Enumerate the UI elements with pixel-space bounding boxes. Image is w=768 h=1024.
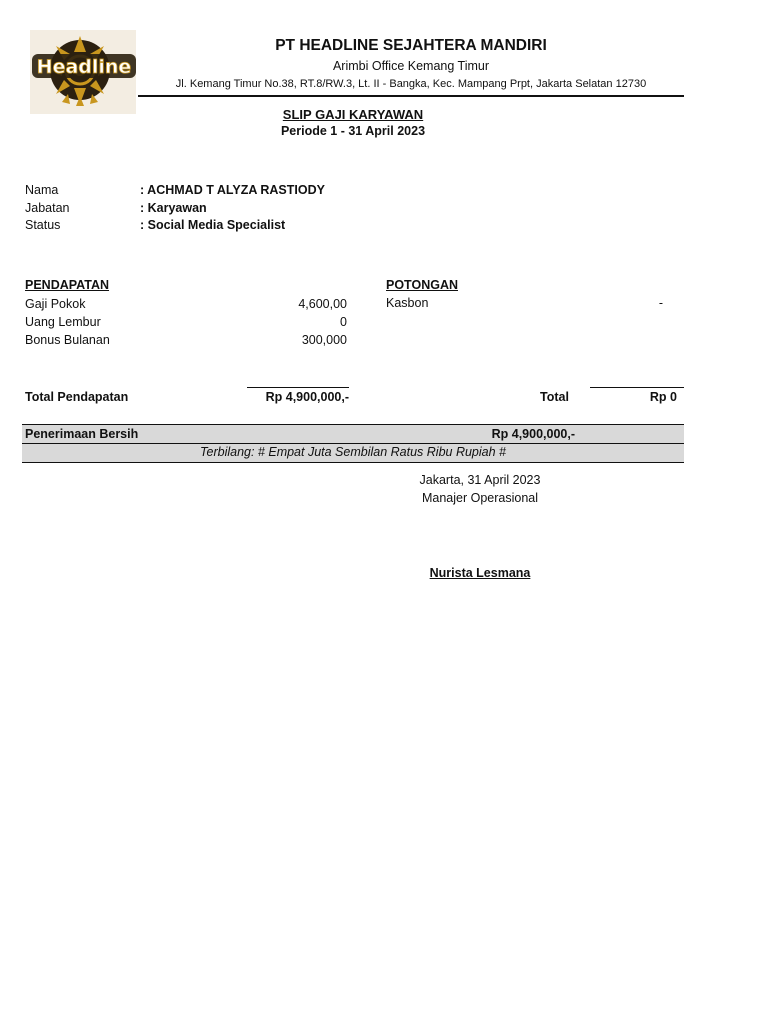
logo-wordmark: Headline: [36, 56, 132, 78]
employee-status-value: : Social Media Specialist: [140, 218, 286, 232]
slip-period: Periode 1 - 31 April 2023: [280, 124, 426, 138]
employee-name-label: Nama: [25, 183, 59, 197]
deduction-item-value: -: [658, 296, 663, 310]
employee-status-label: Status: [25, 218, 61, 232]
company-address: Jl. Kemang Timur No.38, RT.8/RW.3, Lt. II - Bangka, Kec. Mampang Prpt, Jakarta Selatan 12730: [175, 78, 647, 90]
net-pay-label: Penerimaan Bersih: [25, 427, 139, 441]
net-pay-words-row: [22, 443, 684, 463]
deduction-item-label: Kasbon: [386, 296, 429, 310]
deductions-heading: POTONGAN: [386, 278, 458, 292]
income-total-value: Rp 4,900,000,-: [265, 390, 349, 404]
company-name: PT HEADLINE SEJAHTERA MANDIRI: [275, 37, 547, 54]
income-item-value: 4,600,00: [298, 297, 347, 311]
income-item-label: Bonus Bulanan: [25, 333, 110, 347]
income-item-label: Uang Lembur: [25, 315, 101, 329]
employee-position-label: Jabatan: [25, 201, 70, 215]
deduction-total-value: Rp 0: [649, 390, 677, 404]
signature-name: Nurista Lesmana: [429, 566, 531, 580]
signature-role: Manajer Operasional: [421, 491, 539, 505]
company-logo: [30, 30, 136, 114]
slip-title: SLIP GAJI KARYAWAN: [282, 107, 424, 122]
income-item-value: 0: [340, 315, 347, 329]
deduction-total-label: Total: [540, 390, 569, 404]
header-divider: [138, 95, 684, 97]
income-item-value: 300,000: [301, 333, 347, 347]
net-pay-in-words: Terbilang: # Empat Juta Sembilan Ratus Ribu Rupiah #: [200, 445, 506, 459]
employee-name-value: : ACHMAD T ALYZA RASTIODY: [140, 183, 325, 197]
office-name: Arimbi Office Kemang Timur: [332, 59, 490, 73]
signature-place-date: Jakarta, 31 April 2023: [419, 473, 541, 487]
net-pay-value: Rp 4,900,000,-: [491, 427, 575, 441]
deduction-total-rule: [590, 387, 684, 388]
income-heading: PENDAPATAN: [25, 278, 110, 292]
income-item-label: Gaji Pokok: [25, 297, 86, 311]
logo-emblem-icon: [30, 30, 136, 114]
employee-position-value: : Karyawan: [140, 201, 207, 215]
income-total-label: Total Pendapatan: [25, 390, 129, 404]
net-pay-row: [22, 424, 684, 444]
income-total-rule: [247, 387, 349, 388]
